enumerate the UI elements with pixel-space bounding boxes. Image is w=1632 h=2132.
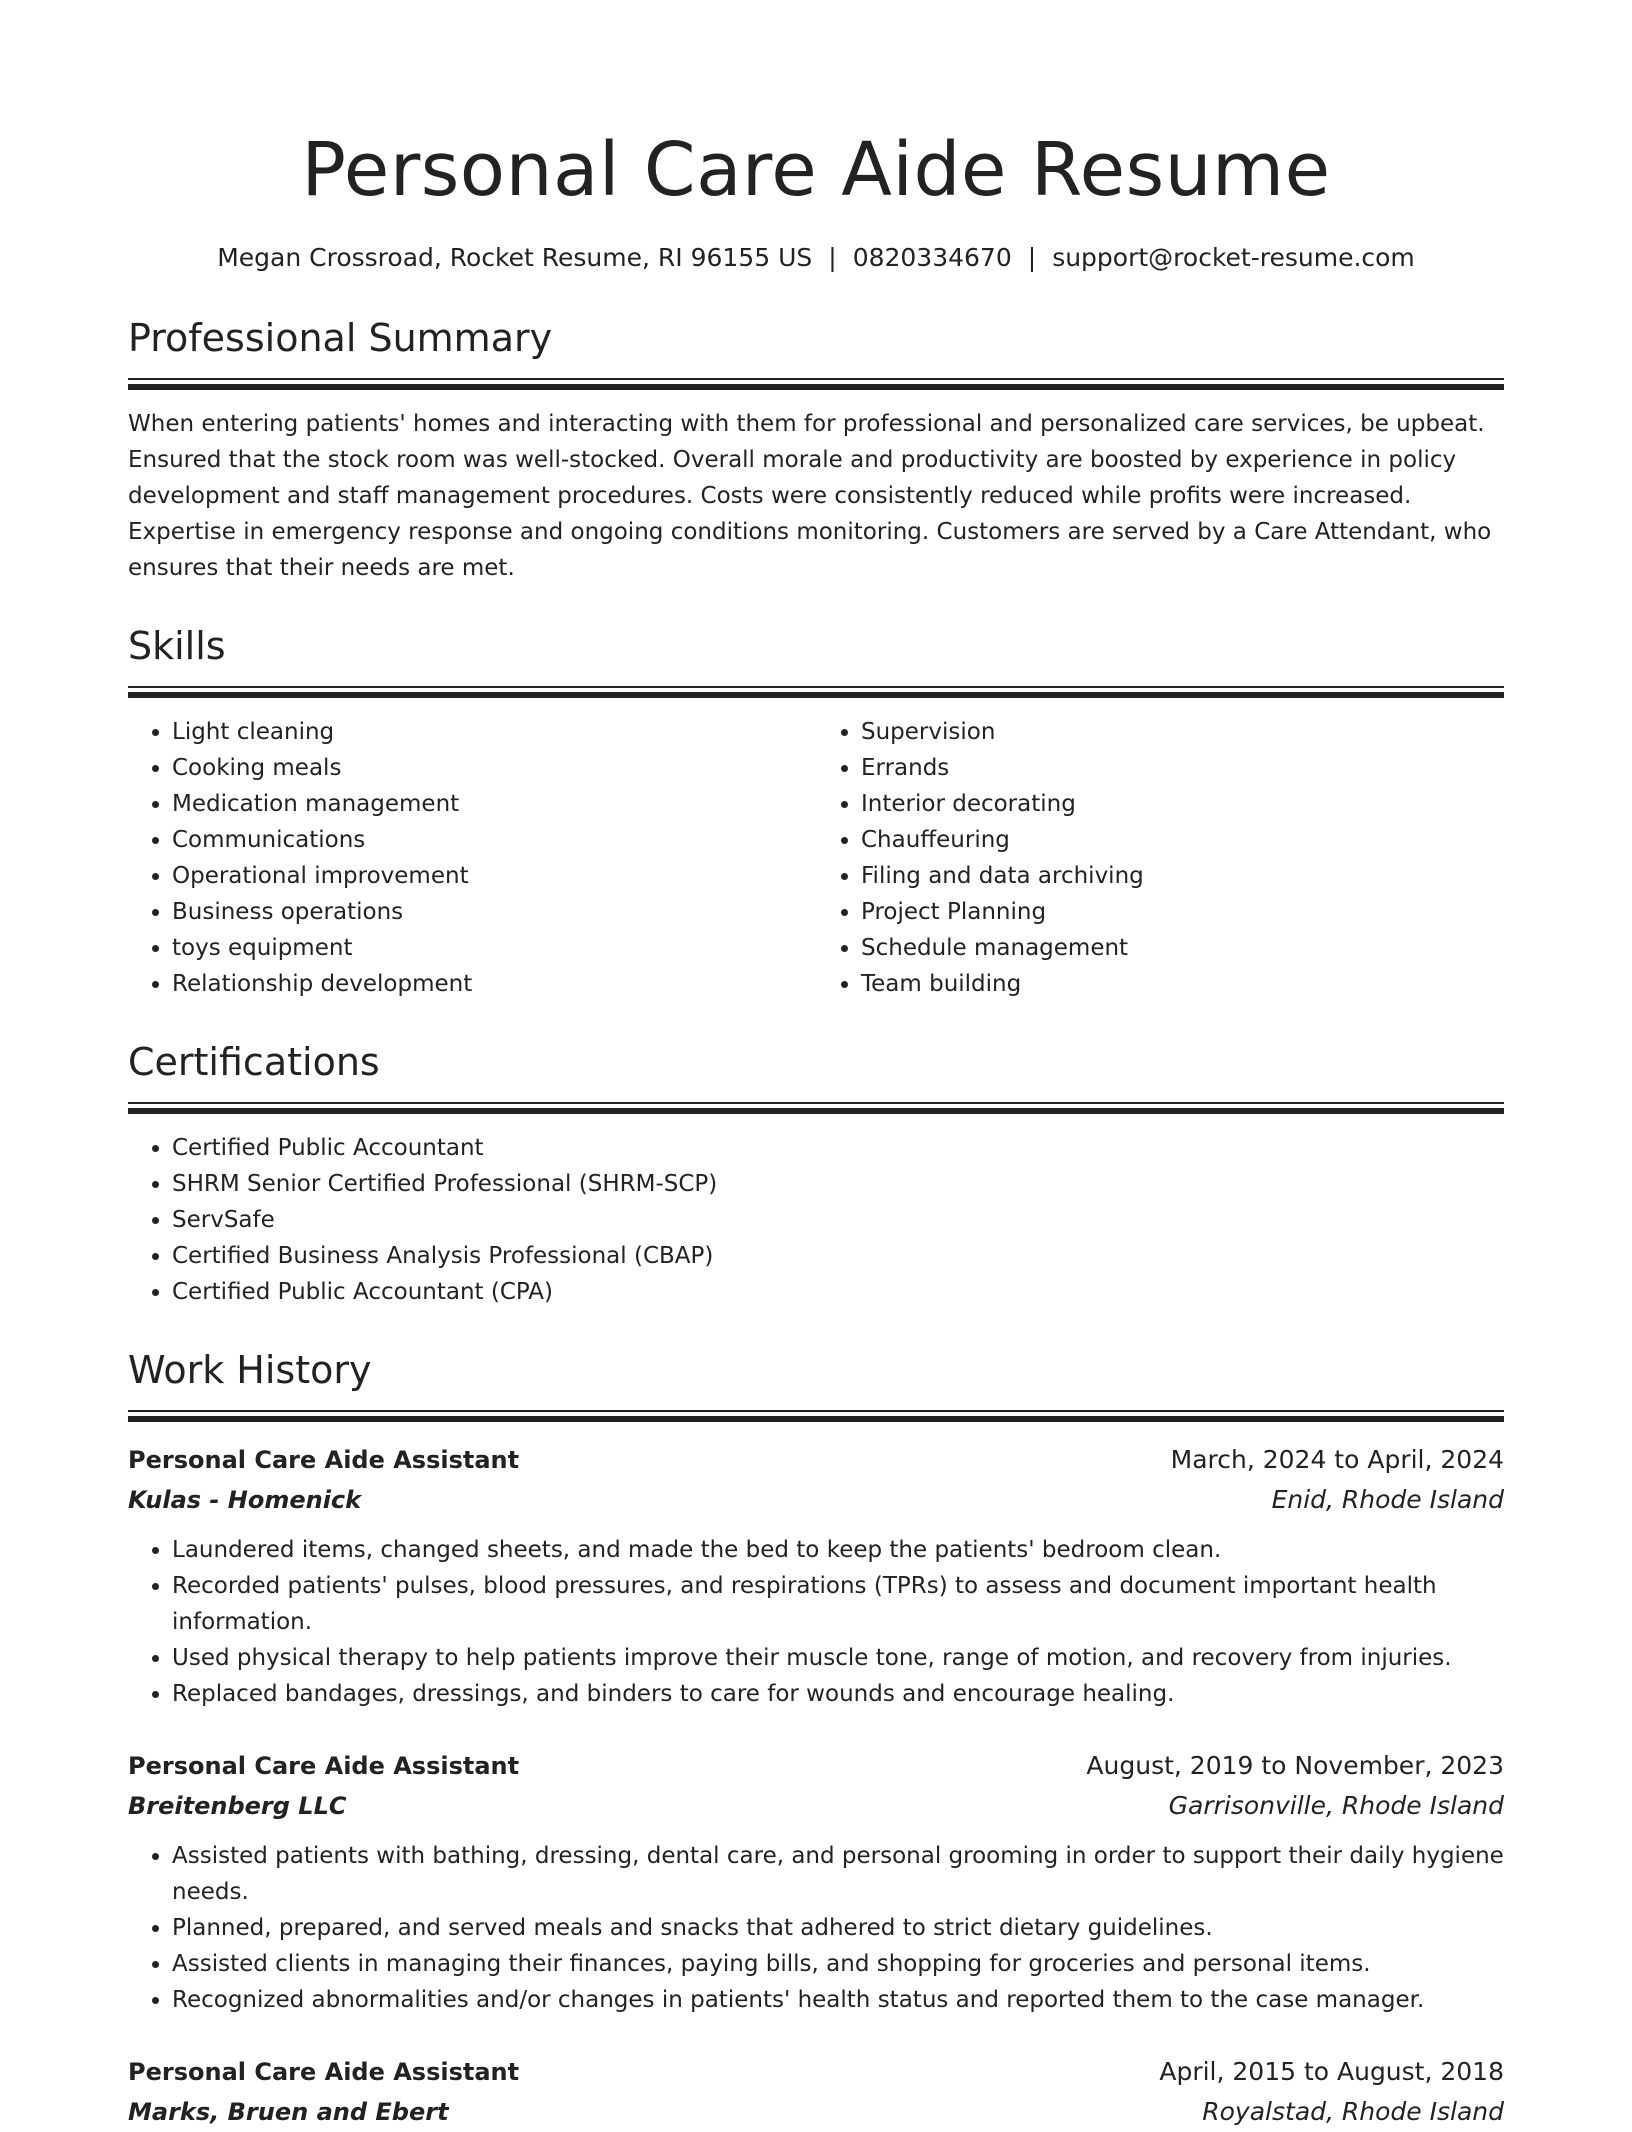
work-history-heading: Work History <box>128 1348 372 1392</box>
contact-separator: | <box>1027 243 1037 272</box>
skills-heading: Skills <box>128 624 226 668</box>
job-entry <box>128 2052 1504 2132</box>
certifications-section <box>128 1036 1504 1310</box>
skill-item: • Interior decorating <box>861 786 1504 822</box>
skill-item: • Business operations <box>172 894 815 930</box>
job-bullet: • Assisted clients in managing their finances, paying bills, and shopping for groceries and personal items. <box>172 1946 1504 1982</box>
job-company: Kulas - Homenick <box>128 1486 362 1514</box>
contact-address: Megan Crossroad, Rocket Resume, RI 96155 US <box>217 243 813 272</box>
job-title: Personal Care Aide Assistant <box>128 1752 520 1780</box>
skills-list-right <box>815 714 1504 1002</box>
certifications-heading: Certifications <box>128 1040 380 1084</box>
job-location: Enid, Rhode Island <box>1271 1485 1504 1514</box>
section-divider <box>128 378 1504 390</box>
job-dates: August, 2019 to November, 2023 <box>1086 1751 1504 1780</box>
job-entry <box>128 1440 1504 1712</box>
job-entry <box>128 1746 1504 2018</box>
skill-item: • Team building <box>861 966 1504 1002</box>
page-title: Personal Care Aide Resume <box>301 127 1331 213</box>
job-bullets <box>128 1532 1504 1712</box>
work-history-section <box>128 1344 1504 2132</box>
skill-item: • Filing and data archiving <box>861 858 1504 894</box>
job-location: Garrisonville, Rhode Island <box>1168 1791 1504 1820</box>
job-bullet: • Assisted patients with bathing, dressing, dental care, and personal grooming in order to support their daily hygiene needs. <box>172 1838 1504 1910</box>
section-divider <box>128 1410 1504 1422</box>
job-title: Personal Care Aide Assistant <box>128 1446 520 1474</box>
job-bullet: • Replaced bandages, dressings, and binders to care for wounds and encourage healing. <box>172 1676 1504 1712</box>
certification-item: • SHRM Senior Certified Professional (SHRM-SCP) <box>172 1166 1504 1202</box>
job-company: Breitenberg LLC <box>128 1792 347 1820</box>
certification-item: • Certified Public Accountant (CPA) <box>172 1274 1504 1310</box>
job-bullet: • Laundered items, changed sheets, and made the bed to keep the patients' bedroom clean. <box>172 1532 1504 1568</box>
certification-item: • Certified Public Accountant <box>172 1130 1504 1166</box>
skill-item: • Cooking meals <box>172 750 815 786</box>
job-company: Marks, Bruen and Ebert <box>128 2098 449 2126</box>
skill-item: • Project Planning <box>861 894 1504 930</box>
job-dates: March, 2024 to April, 2024 <box>1170 1445 1504 1474</box>
skill-item: • Schedule management <box>861 930 1504 966</box>
job-bullet: • Planned, prepared, and served meals and snacks that adhered to strict dietary guidelines. <box>172 1910 1504 1946</box>
skills-grid <box>128 714 1504 1002</box>
summary-heading: Professional Summary <box>128 316 553 360</box>
skill-item: • Chauffeuring <box>861 822 1504 858</box>
job-bullet: • Used physical therapy to help patients improve their muscle tone, range of motion, and recovery from injuries. <box>172 1640 1504 1676</box>
contact-line <box>128 238 1504 278</box>
skill-item: • Communications <box>172 822 815 858</box>
job-subheader <box>128 1786 1504 1826</box>
contact-phone: 0820334670 <box>852 243 1012 272</box>
job-location: Royalstad, Rhode Island <box>1202 2097 1504 2126</box>
job-dates: April, 2015 to August, 2018 <box>1159 2057 1504 2086</box>
certification-item: • Certified Business Analysis Professional (CBAP) <box>172 1238 1504 1274</box>
job-bullet: • Recognized abnormalities and/or changes in patients' health status and reported them to the case manager. <box>172 1982 1504 2018</box>
job-subheader <box>128 1480 1504 1520</box>
contact-email: support@rocket-resume.com <box>1052 243 1415 272</box>
skill-item: • Operational improvement <box>172 858 815 894</box>
section-divider <box>128 686 1504 698</box>
job-header <box>128 2052 1504 2092</box>
skills-list-left <box>128 714 815 1002</box>
job-bullet: • Recorded patients' pulses, blood pressures, and respirations (TPRs) to assess and document important health information. <box>172 1568 1504 1640</box>
skills-section <box>128 620 1504 1002</box>
certifications-list <box>128 1130 1504 1310</box>
skill-item: • Supervision <box>861 714 1504 750</box>
certification-item: • ServSafe <box>172 1202 1504 1238</box>
skill-item: • Medication management <box>172 786 815 822</box>
summary-text: When entering patients' homes and interacting with them for professional and personalized care services, be upbeat. Ensured that the stock room was well-stocked. Overall morale and productivity are boosted by experience in policy development and staff management procedures. Costs were consistently reduced while profits were increased. Expertise in emergency response and ongoing conditions monitoring. Customers are served by a Care Attendant, who ensures that their needs are met. <box>128 411 1492 581</box>
skill-item: • Light cleaning <box>172 714 815 750</box>
job-bullets <box>128 1838 1504 2018</box>
job-title: Personal Care Aide Assistant <box>128 2058 520 2086</box>
job-header <box>128 1440 1504 1480</box>
contact-separator: | <box>828 243 837 272</box>
skill-item: • toys equipment <box>172 930 815 966</box>
section-divider <box>128 1102 1504 1114</box>
job-subheader <box>128 2092 1504 2132</box>
summary-section <box>128 312 1504 586</box>
skill-item: • Relationship development <box>172 966 815 1002</box>
skill-item: • Errands <box>861 750 1504 786</box>
job-header <box>128 1746 1504 1786</box>
